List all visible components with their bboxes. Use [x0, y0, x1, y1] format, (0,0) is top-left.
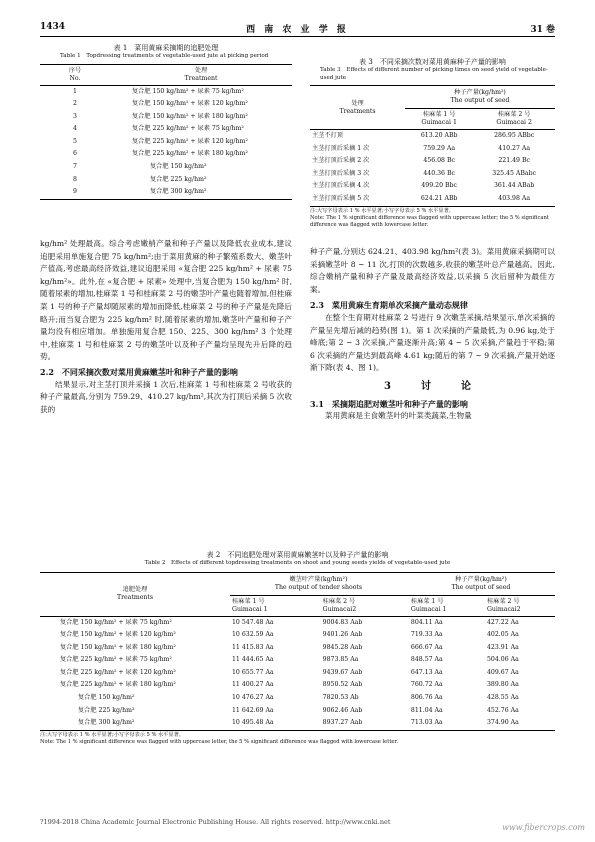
value-cell: 848.57 Aa: [410, 656, 443, 664]
table1-col2-header: 处理 Treatment: [184, 66, 218, 82]
left-paragraph-2: 结果显示,对主茎打顶并采摘 1 次后,桂麻菜 1 号和桂麻菜 2 号收获的种子产量最高,分别为 759.29、410.27 kg/hm²,其次为打顶后采摘 5 次收获的: [40, 379, 292, 414]
value-cell: 9062.46 Aab: [322, 706, 363, 714]
table2-seed-sub2: 桂麻菜 2 号 Guimacai2: [486, 597, 521, 613]
treatment-cell: 复合肥 225 kg/hm² + 尿素 180 kg/hm²: [132, 150, 248, 158]
table2-shoot-sub2: 桂麻菜 2 号 Guimacai2: [322, 597, 357, 613]
running-header: [40, 22, 555, 34]
table2-seed-header: 种子产量(kg/hm²) The output of seed: [407, 572, 555, 595]
treatment-cell: 复合肥 225 kg/hm² + 尿素 120 kg/hm²: [60, 668, 176, 676]
value-cell: 374.90 Aa: [486, 719, 519, 727]
value-cell: 9004.83 Aab: [322, 618, 363, 626]
table2-note-cn: 注:大写字母表示 1 % 水平显著;小写字母表示 5 % 水平显著。: [40, 731, 184, 738]
value-cell: 647.13 Aa: [410, 668, 443, 676]
table-row: [40, 629, 555, 642]
value-cell: 9845.28 Aab: [322, 643, 363, 651]
value-cell: 613.20 ABb: [420, 132, 458, 139]
value-cell: 10 632.59 Aa: [232, 631, 274, 639]
value-cell: 9439.67 Aab: [322, 668, 363, 676]
table-row: [40, 148, 292, 161]
treatment-cell: 复合肥 300 kg/hm²: [78, 719, 135, 727]
value-cell: 10 495.48 Aa: [232, 719, 274, 727]
value-cell: 811.04 Aa: [410, 706, 443, 714]
table-row: [40, 679, 555, 692]
value-cell: 402.05 Aa: [486, 631, 519, 639]
value-cell: 760.72 Aa: [410, 681, 443, 689]
table2-shoot-header: 嫩茎叶产量(kg/hm²) The output of tender shoots: [230, 572, 407, 595]
table3-note-en: Note: The 1 % significant difference was flagged with uppercase letter; the 5 % significant difference was flagged with lowercase letter.: [310, 214, 549, 228]
value-cell: 9873.85 Aa: [322, 656, 359, 664]
value-cell: 806.76 Aa: [410, 694, 443, 702]
table3: [310, 85, 555, 207]
treatment-cell: 复合肥 150 kg/hm² + 尿素 120 kg/hm²: [132, 100, 248, 108]
treatment-cell: 复合肥 150 kg/hm² + 尿素 120 kg/hm²: [60, 631, 176, 639]
value-cell: 456.08 Bc: [423, 157, 455, 165]
treatment-cell: 主茎不打顶: [312, 132, 343, 139]
value-cell: 504.06 Aa: [486, 656, 519, 664]
table-row: [310, 143, 555, 156]
table2: [40, 572, 555, 731]
treatment-cell: 复合肥 225 kg/hm² + 尿素 75 kg/hm²: [60, 656, 172, 664]
treatment-cell: 复合肥 150 kg/hm²: [150, 163, 207, 171]
value-cell: 452.76 Aa: [486, 706, 519, 714]
value-cell: 713.03 Aa: [410, 719, 443, 727]
treatment-cell: 复合肥 225 kg/hm² + 尿素 120 kg/hm²: [132, 137, 248, 145]
table-row: [40, 692, 555, 705]
table1-col1-header: 序号 No.: [68, 66, 82, 82]
table3-sub1-header: 桂麻菜 1 号 Guimacai 1: [421, 111, 457, 126]
treatment-cell: 复合肥 150 kg/hm² + 尿素 180 kg/hm²: [60, 643, 176, 651]
table3-note-cn: 注:大写字母表示 1 % 水平显著;小写字母表示 5 % 水平显著。: [310, 207, 454, 214]
treatment-cell: 复合肥 150 kg/hm²: [78, 694, 135, 702]
value-cell: 11 642.69 Aa: [232, 706, 274, 714]
table-row: [40, 667, 555, 680]
table3-sub2-header: 桂麻菜 2 号 Guimacai 2: [496, 111, 532, 126]
value-cell: 427.22 Aa: [486, 618, 519, 626]
table1-caption-cn: 表 1 菜用黄麻采摘期的追肥处理: [113, 44, 219, 52]
value-cell: 423.91 Aa: [486, 643, 519, 651]
treatment-cell: 复合肥 150 kg/hm² + 尿素 75 kg/hm²: [60, 618, 172, 626]
row-number: 9: [73, 188, 77, 196]
value-cell: 11 444.65 Aa: [232, 656, 274, 664]
value-cell: 7820.53 Ab: [322, 694, 359, 702]
treatment-cell: 主茎打顶后采摘 2 次: [312, 157, 370, 165]
left-paragraph-1: kg/hm² 处理最高。综合考虑嫩梢产量和种子产量以及降低农业成本,建议追肥采用单施复合肥 75 kg/hm²;由于菜用黄麻的种子繁殖系数大、嫩茎叶产值高,考虑最高经济效益,建议追肥采用 «复合肥 225 kg/hm² + 尿素 75 kg/hm²»。此外,在 «复合肥 + 尿素» 处理中,当复合肥为 150 kg/hm² 时,随着尿素的增加,桂麻菜 1 号和桂麻菜 2 号的嫩茎叶产量也随着增加,但桂麻菜 1 号的种子产量却随尿素的增加而降低,桂麻菜 2 号的种子产量是先降后略升;而当复合肥为 225 kg/hm² 时,随着尿素的增加,嫩茎叶产量和种子产量均没有相应增加。单独施用复合肥 150、225、300 kg/hm² 3 个处理中,桂麻菜 1 号和桂麻菜 2 号的嫩茎叶以及种子产量均呈现先升后降的趋势。: [40, 239, 292, 362]
row-number: 5: [73, 137, 77, 145]
row-number: 4: [73, 125, 77, 133]
table1: [40, 64, 292, 200]
treatment-cell: 复合肥 225 kg/hm²: [78, 706, 135, 714]
treatment-cell: 复合肥 225 kg/hm² + 尿素 180 kg/hm²: [60, 681, 176, 689]
table-row: [40, 136, 292, 149]
section-2-3-heading: 2.3 菜用黄麻生育期单次采摘产量动态规律: [310, 300, 468, 311]
treatment-cell: 主茎打顶后采摘 3 次: [312, 169, 370, 177]
treatment-cell: 主茎打顶后采摘 5 次: [312, 194, 370, 202]
left-body-text: [40, 238, 292, 416]
value-cell: 759.29 Aa: [423, 144, 456, 152]
value-cell: 11 400.27 Aa: [232, 681, 274, 689]
table-row: [310, 180, 555, 193]
table2-shoot-sub1: 桂麻菜 1 号 Guimacai 1: [232, 597, 268, 613]
value-cell: 389.80 Aa: [486, 681, 519, 689]
site-watermark: www.fibercrops.com: [502, 823, 585, 832]
value-cell: 286.95 ABbc: [494, 132, 535, 139]
table-row: [40, 642, 555, 655]
treatment-cell: 复合肥 150 kg/hm² + 尿素 180 kg/hm²: [132, 112, 248, 120]
section-3-heading: 3 讨 论: [384, 380, 481, 392]
table-row: [40, 654, 555, 667]
value-cell: 410.27 Aa: [498, 144, 531, 152]
value-cell: 221.49 Bc: [498, 157, 530, 165]
table-row: [40, 717, 555, 730]
value-cell: 719.33 Aa: [410, 631, 443, 639]
table-row: [310, 193, 555, 206]
table-row: [40, 111, 292, 124]
value-cell: 409.67 Aa: [486, 668, 519, 676]
table3-caption-cn: 表 3 不同采摘次数对菜用黄麻种子产量的影响: [359, 58, 506, 66]
table-row: [40, 123, 292, 136]
value-cell: 325.45 ABabc: [492, 169, 537, 177]
table-row: [40, 705, 555, 718]
table2-block: [40, 551, 555, 746]
treatment-cell: 复合肥 225 kg/hm² + 尿素 75 kg/hm²: [132, 125, 244, 133]
table-row: [310, 168, 555, 181]
table-row: [40, 85, 292, 98]
table3-seed-header: 种子产量(kg/hm²) The output of seed: [405, 86, 555, 109]
value-cell: 8937.27 Aab: [322, 719, 363, 727]
value-cell: 440.36 Bc: [423, 169, 455, 177]
treatment-cell: 复合肥 300 kg/hm²: [150, 188, 207, 196]
table2-note-en: Note: The 1 % significant difference was flagged with uppercase letter, the 5 % significant difference was flagged with lowercase letter.: [40, 738, 399, 745]
table1-caption-en: Table 1 Topdressing treatments of vegetable-used jute at picking period: [60, 53, 269, 59]
value-cell: 10 547.48 Aa: [232, 618, 274, 626]
table-row: [40, 186, 292, 199]
value-cell: 499.20 Bbc: [421, 182, 457, 190]
table2-caption-en: Table 2 Effects of different topdressing treatments on shoot and young seeds yields of vegetable-used jute: [144, 560, 451, 566]
value-cell: 361.44 ABab: [494, 182, 535, 190]
treatment-cell: 复合肥 225 kg/hm²: [150, 175, 207, 183]
table-row: [310, 155, 555, 168]
volume-label: 31 卷: [530, 25, 555, 35]
section-2-2-heading: 2.2 不同采摘次数对菜用黄麻嫩茎叶和种子产量的影响: [40, 366, 238, 377]
row-number: 6: [73, 150, 77, 158]
right-paragraph-3: 菜用黄麻是主食嫩茎叶的叶菜类蔬菜,生物量: [325, 411, 472, 421]
table2-caption-cn: 表 2 不同追肥处理对菜用黄麻嫩茎叶以及种子产量的影响: [206, 551, 389, 559]
row-number: 8: [73, 175, 77, 183]
table3-caption-en: Table 3 Effects of different number of picking times on seed yield of vegetable-used jute: [320, 67, 548, 81]
row-number: 7: [73, 163, 77, 171]
value-cell: 624.21 ABb: [420, 194, 458, 202]
row-number: 2: [73, 100, 77, 108]
value-cell: 10 476.27 Aa: [232, 694, 274, 702]
table1-block: [40, 44, 292, 200]
table2-treatment-header: 追肥处理 Treatments: [116, 586, 154, 601]
table-row: [40, 98, 292, 111]
table3-treatment-header: 处理 Treatments: [339, 99, 376, 115]
table-row: [40, 616, 555, 629]
value-cell: 804.11 Aa: [410, 618, 443, 626]
table-row: [40, 161, 292, 174]
table3-block: [310, 58, 555, 229]
value-cell: 403.98 Aa: [498, 194, 531, 202]
header-rule: [40, 36, 555, 37]
right-paragraph-1: 种子产量,分别达 624.21、403.98 kg/hm²(表 3)。菜用黄麻采摘期可以采摘嫩茎叶 8 ~ 11 次,打顶的次数越多,收获的嫩茎叶总产量越高。因此,综合嫩梢产量和种子产量及最高经济效益,以采摘 5 次后留种为最佳方案。: [310, 247, 555, 294]
value-cell: 666.67 Aa: [410, 643, 443, 651]
treatment-cell: 复合肥 150 kg/hm² + 尿素 75 kg/hm²: [132, 87, 244, 95]
right-paragraph-2: 在整个生育期对桂麻菜 2 号进行 9 次嫩茎采摘,结果显示,单次采摘的产量呈先增后减的趋势(图 1)。第 1 次采摘的产量最低,为 0.96 kg,处于峰底;第 2 ~ 3 次采摘,产量逐渐升高;第 4 ~ 5 次采摘,产量趋于平稳;第 6 次采摘的产量达到最高峰 4.61 kg;随后的第 7 ~ 9 次采摘,产量开始逐渐下降(表 4、图 1)。: [310, 312, 555, 373]
journal-name: 西 南 农 业 学 报: [246, 25, 349, 35]
value-cell: 11 415.83 Aa: [232, 643, 274, 651]
copyright-footer: ?1994-2018 China Academic Journal Electronic Publishing House. All rights reserved. http://www.cnki.net: [40, 818, 391, 826]
value-cell: 9401.26 Aab: [322, 631, 363, 639]
section-3-1-heading: 3.1 采摘期追肥对嫩茎叶和种子产量的影响: [310, 398, 468, 409]
table-row: [310, 130, 555, 143]
row-number: 3: [73, 112, 77, 120]
table-row: [40, 174, 292, 187]
value-cell: 428.55 Aa: [486, 694, 519, 702]
right-body-text: [310, 246, 555, 423]
treatment-cell: 主茎打顶后采摘 1 次: [312, 144, 370, 152]
row-number: 1: [73, 87, 77, 95]
page-number: 1434: [40, 22, 66, 32]
treatment-cell: 主茎打顶后采摘 4 次: [312, 182, 370, 190]
table2-seed-sub1: 桂麻菜 1 号 Guimacai 1: [410, 597, 447, 613]
value-cell: 10 655.77 Aa: [232, 668, 274, 676]
value-cell: 8950.52 Aab: [322, 681, 363, 689]
